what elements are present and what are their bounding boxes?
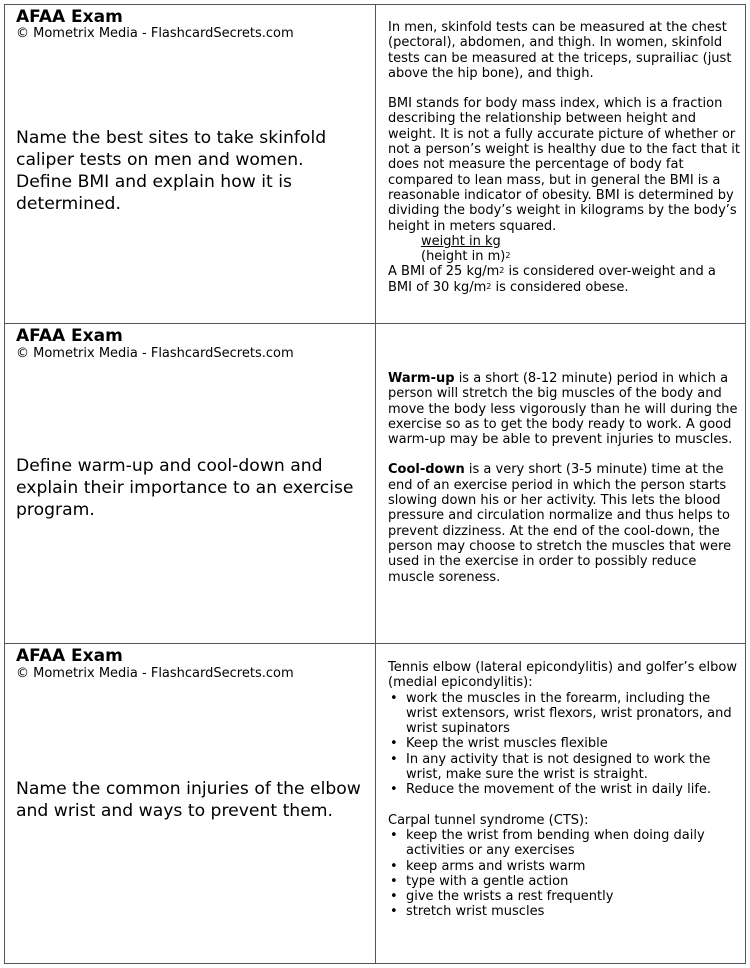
card-question: Name the best sites to take skinfold caliper tests on men and women. Define BMI and explain how it is determined. — [16, 128, 327, 214]
list-item: • stretch wrist muscles — [388, 904, 740, 919]
card-header-title: AFAA Exam — [16, 7, 123, 27]
answer-paragraph: Cool-down is a very short (3-5 minute) time at the end of an exercise period in which the person starts slowing down his or her activity. This lets the blood pressure and circulation normalize and thus helps to prevent dizziness. At the end of the cool-down, the person may choose to stretch the muscles that were used in the exercise in order to possibly reduce muscle soreness. — [388, 462, 732, 585]
answer-paragraph: In men, skinfold tests can be measured at the chest (pectoral), abdomen, and thigh. In women, skinfold tests can be measured at the triceps, suprailiac (just above the hip bone), and thigh. — [388, 20, 732, 81]
list-item: • In any activity that is not designed to work the wrist, make sure the wrist is straight. — [388, 752, 740, 783]
card-answer — [388, 20, 740, 295]
list-item: • Reduce the movement of the wrist in daily life. — [388, 782, 740, 797]
row-divider-1 — [4, 323, 746, 324]
list-item: • keep arms and wrists warm — [388, 859, 740, 874]
answer-paragraph: A BMI of 25 $kg/m^2$ is considered over-weight and a BMI of 30 $kg/m^2$ is considered obese. — [388, 264, 716, 295]
answer-paragraph: BMI stands for body mass index, which is a fraction describing the relationship between height and weight. It is not a fully accurate picture of whether or not a person’s weight is healthy due to the fact that it does not measure the percentage of body fat compared to lean mass, but in general the BMI is a reasonable indicator of obesity. BMI is determined by dividing the body’s weight in kilograms by the body’s height in meters squared. — [388, 96, 741, 234]
card-header-title: AFAA Exam — [16, 326, 123, 346]
list-item: • give the wrists a rest frequently — [388, 889, 740, 904]
list-item: • keep the wrist from bending when doing daily activities or any exercises — [388, 828, 740, 859]
list-item: • type with a gentle action — [388, 874, 740, 889]
card-header-copyright: © Mometrix Media - FlashcardSecrets.com — [16, 346, 294, 361]
cts-prevention-list — [388, 828, 740, 920]
card-header-copyright: © Mometrix Media - FlashcardSecrets.com — [16, 666, 294, 681]
column-divider — [375, 4, 376, 964]
card-question: Name the common injuries of the elbow and wrist and ways to prevent them. — [16, 779, 361, 821]
card-answer — [388, 371, 740, 585]
bmi-formula-denominator: (height in m)$^2$ — [421, 249, 511, 265]
answer-paragraph: Tennis elbow (lateral epicondylitis) and golfer’s elbow (medial epicondylitis): — [388, 660, 737, 691]
card-header-copyright: © Mometrix Media - FlashcardSecrets.com — [16, 26, 294, 41]
list-item: • work the muscles in the forearm, including the wrist extensors, wrist flexors, wrist pronators, and wrist supinators — [388, 691, 740, 737]
border-left — [4, 4, 5, 964]
row-divider-2 — [4, 643, 746, 644]
answer-paragraph: Warm-up is a short (8-12 minute) period in which a person will stretch the big muscles of the body and move the body less vigorously than he will during the exercise so as to get the body ready to work. A good warm-up may be able to prevent injuries to muscles. — [388, 371, 738, 448]
border-right — [745, 4, 746, 964]
card-question: Define warm-up and cool-down and explain their importance to an exercise program. — [16, 456, 354, 520]
elbow-prevention-list — [388, 691, 740, 798]
card-answer — [388, 660, 740, 920]
card-header-title: AFAA Exam — [16, 646, 123, 666]
answer-paragraph: Carpal tunnel syndrome (CTS): — [388, 812, 589, 828]
bmi-formula-numerator: weight in kg — [421, 233, 501, 249]
list-item: • Keep the wrist muscles flexible — [388, 736, 740, 751]
